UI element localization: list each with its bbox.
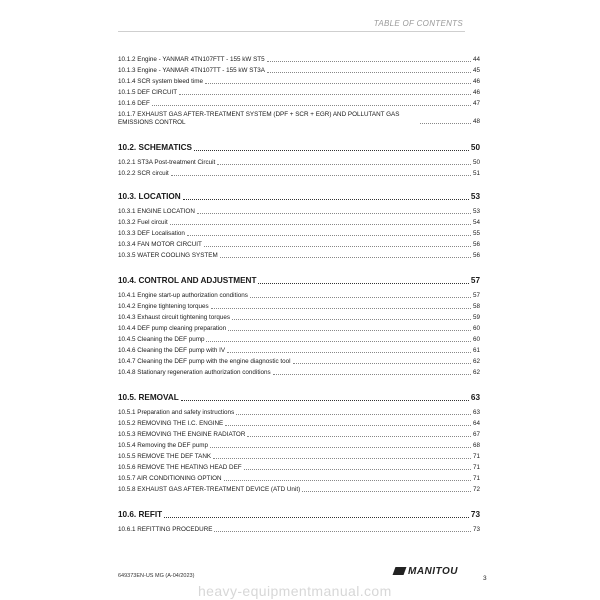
toc-entry-page: 67 [472, 431, 480, 438]
toc-section[interactable] [118, 192, 480, 202]
toc-entry-page: 53 [472, 208, 480, 215]
toc-entry-title: 10.5.4 Removing the DEF pump [118, 442, 208, 449]
toc-section[interactable] [118, 393, 480, 403]
toc-section-title: 10.2. SCHEMATICS [118, 143, 193, 152]
toc-section[interactable] [118, 276, 480, 286]
toc-entry-title: 10.5.5 REMOVE THE DEF TANK [118, 453, 212, 460]
toc-entry[interactable] [118, 89, 480, 97]
toc-entry-page: 73 [472, 526, 480, 533]
leader-dots [206, 341, 471, 342]
toc-entry[interactable] [118, 67, 480, 75]
toc-entry-title: 10.5.6 REMOVE THE HEATING HEAD DEF [118, 464, 242, 471]
toc-entry-title: 10.1.4 SCR system bleed time [118, 78, 204, 85]
leader-dots [302, 491, 471, 492]
leader-dots [273, 374, 471, 375]
toc-entry-page: 45 [472, 67, 480, 74]
toc-entry-title: 10.3.3 DEF Localisation [118, 230, 185, 237]
toc-entry[interactable] [118, 453, 480, 461]
leader-dots [247, 436, 471, 437]
toc-entry[interactable] [118, 486, 480, 494]
toc-entry-title: 10.5.7 AIR CONDITIONING OPTION [118, 475, 222, 482]
leader-dots [170, 224, 471, 225]
toc-entry-title: 10.4.7 Cleaning the DEF pump with the engine diagnostic tool [118, 358, 291, 365]
toc-entry[interactable] [118, 314, 480, 322]
toc-entry-page: 63 [472, 409, 480, 416]
leader-dots [224, 480, 471, 481]
toc-entry[interactable] [118, 358, 480, 366]
toc-entry-page: 62 [472, 369, 480, 376]
toc-entry-page: 44 [472, 56, 480, 63]
toc-entry[interactable] [118, 431, 480, 439]
toc-entry-title: 10.2.2 SCR circuit [118, 170, 169, 177]
toc-section-title: 10.6. REFIT [118, 510, 163, 519]
toc-entry-page: 56 [472, 241, 480, 248]
toc-entry-page: 57 [472, 292, 480, 299]
leader-dots [220, 257, 471, 258]
leader-dots [228, 330, 471, 331]
toc-entry[interactable] [118, 347, 480, 355]
toc-entry-title: 10.2.1 ST3A Post-treatment Circuit [118, 159, 216, 166]
document-reference: 649373EN-US MG (A-04/2023) [118, 573, 195, 579]
leader-dots [214, 531, 471, 532]
toc-entry-page: 50 [472, 159, 480, 166]
toc-entry[interactable] [118, 230, 480, 238]
leader-dots [213, 458, 471, 459]
toc-entry[interactable] [118, 252, 480, 260]
leader-dots [197, 213, 471, 214]
leader-dots [267, 61, 471, 62]
toc-entry-page: 61 [472, 347, 480, 354]
leader-dots [164, 517, 469, 518]
watermark: heavy-equipmentmanual.com [198, 583, 392, 599]
toc-entry-page: 64 [472, 420, 480, 427]
toc-entry-title: 10.3.5 WATER COOLING SYSTEM [118, 252, 218, 259]
toc-entry[interactable] [118, 111, 480, 126]
leader-dots [232, 319, 471, 320]
leader-dots [258, 283, 468, 284]
toc-entry-page: 71 [472, 453, 480, 460]
toc-entry[interactable] [118, 100, 480, 108]
toc-entry[interactable] [118, 292, 480, 300]
toc-section-title: 10.3. LOCATION [118, 192, 181, 201]
toc-entry-title: 10.4.5 Cleaning the DEF pump [118, 336, 205, 343]
toc-entry-title: 10.1.2 Engine - YANMAR 4TN107FTT - 155 kW ST5 [118, 56, 265, 63]
toc-entry-title: 10.5.3 REMOVING THE ENGINE RADIATOR [118, 431, 246, 438]
toc-entry-title: 10.3.2 Fuel circuit [118, 219, 168, 226]
toc-section-page: 50 [470, 143, 480, 152]
toc-entry-title: 10.4.4 DEF pump cleaning preparation [118, 325, 227, 332]
toc-entry[interactable] [118, 420, 480, 428]
page-header [118, 19, 465, 32]
toc-entry[interactable] [118, 369, 480, 377]
toc-entry[interactable] [118, 325, 480, 333]
toc-entry[interactable] [118, 170, 480, 178]
toc-entry-page: 54 [472, 219, 480, 226]
toc-entry-title: 10.1.5 DEF CIRCUIT [118, 89, 178, 96]
header-title: TABLE OF CONTENTS [373, 19, 463, 28]
toc-entry[interactable] [118, 159, 480, 167]
leader-dots [217, 164, 471, 165]
toc-entry-title: 10.5.1 Preparation and safety instructions [118, 409, 235, 416]
toc-entry-page: 60 [472, 325, 480, 332]
leader-dots [420, 123, 471, 124]
toc-entry-title: 10.1.7 EXHAUST GAS AFTER-TREATMENT SYSTEM (DPF + SCR + EGR) AND POLLUTANT GAS EMISSIONS CONTROL [118, 111, 400, 126]
leader-dots [211, 308, 471, 309]
toc-entry-title: 10.6.1 REFITTING PROCEDURE [118, 526, 213, 533]
toc-entry-page: 58 [472, 303, 480, 310]
leader-dots [187, 235, 471, 236]
toc-section-page: 57 [470, 276, 480, 285]
leader-dots [205, 83, 471, 84]
toc-entry-page: 55 [472, 230, 480, 237]
toc-entry-page: 68 [472, 442, 480, 449]
toc-entry-title: 10.4.1 Engine start-up authorization conditions [118, 292, 248, 299]
toc-entry[interactable] [118, 208, 480, 216]
toc-entry-title: 10.4.2 Engine tightening torques [118, 303, 209, 310]
toc-entry-title: 10.5.2 REMOVING THE I.C. ENGINE [118, 420, 224, 427]
leader-dots [179, 94, 471, 95]
leader-dots [267, 72, 471, 73]
toc-entry-title: 10.4.3 Exhaust circuit tightening torques [118, 314, 231, 321]
toc-section-page: 73 [470, 510, 480, 519]
leader-dots [181, 400, 469, 401]
toc-entry[interactable] [118, 56, 480, 64]
brand-logo [394, 566, 458, 577]
toc-entry[interactable] [118, 219, 480, 227]
leader-dots [250, 297, 471, 298]
toc-entry[interactable] [118, 526, 480, 534]
toc-entry-title: 10.1.3 Engine - YANMAR 4TN107TT - 155 kW ST3A [118, 67, 265, 74]
leader-dots [210, 447, 471, 448]
toc-section-page: 63 [470, 393, 480, 402]
toc-entry-page: 46 [472, 78, 480, 85]
toc-entry-page: 62 [472, 358, 480, 365]
toc-section[interactable] [118, 143, 480, 153]
toc-entry[interactable] [118, 336, 480, 344]
leader-dots [293, 363, 471, 364]
toc-entry[interactable] [118, 475, 480, 483]
toc-entry-title: 10.4.6 Cleaning the DEF pump with IV [118, 347, 226, 354]
toc-entry-title: 10.5.8 EXHAUST GAS AFTER-TREATMENT DEVICE (ATD Unit) [118, 486, 301, 493]
toc-entry[interactable] [118, 409, 480, 417]
toc-entry-page: 51 [472, 170, 480, 177]
toc-entry-page: 60 [472, 336, 480, 343]
leader-dots [194, 150, 469, 151]
toc-entry-page: 71 [472, 475, 480, 482]
toc-section-title: 10.5. REMOVAL [118, 393, 179, 402]
brand-name: MANITOU [408, 566, 458, 577]
leader-dots [152, 105, 471, 106]
toc-entry-page: 47 [472, 100, 480, 107]
toc-section[interactable] [118, 510, 480, 520]
leader-dots [225, 425, 471, 426]
leader-dots [236, 414, 471, 415]
toc-entry[interactable] [118, 442, 480, 450]
leader-dots [204, 246, 471, 247]
toc-section-page: 53 [470, 192, 480, 201]
toc-entry-page: 46 [472, 89, 480, 96]
toc-entry-page: 71 [472, 464, 480, 471]
toc-entry-title: 10.3.4 FAN MOTOR CIRCUIT [118, 241, 202, 248]
manitou-logo-icon [393, 567, 407, 575]
toc-entry[interactable] [118, 241, 480, 249]
toc-entry-page: 72 [472, 486, 480, 493]
toc-entry-page: 56 [472, 252, 480, 259]
toc-entry[interactable] [118, 303, 480, 311]
toc-entry-page: 59 [472, 314, 480, 321]
toc-entry[interactable] [118, 78, 480, 86]
toc-entry-title: 10.1.6 DEF [118, 100, 150, 107]
toc-entry-title: 10.4.8 Stationary regeneration authorization conditions [118, 369, 271, 376]
leader-dots [183, 199, 469, 200]
toc-section-title: 10.4. CONTROL AND ADJUSTMENT [118, 276, 257, 285]
leader-dots [244, 469, 471, 470]
toc-entry-title: 10.3.1 ENGINE LOCATION [118, 208, 195, 215]
leader-dots [171, 175, 471, 176]
leader-dots [227, 352, 471, 353]
toc-entry[interactable] [118, 464, 480, 472]
page-number: 3 [483, 575, 487, 582]
toc-entry-page: 48 [472, 118, 480, 125]
